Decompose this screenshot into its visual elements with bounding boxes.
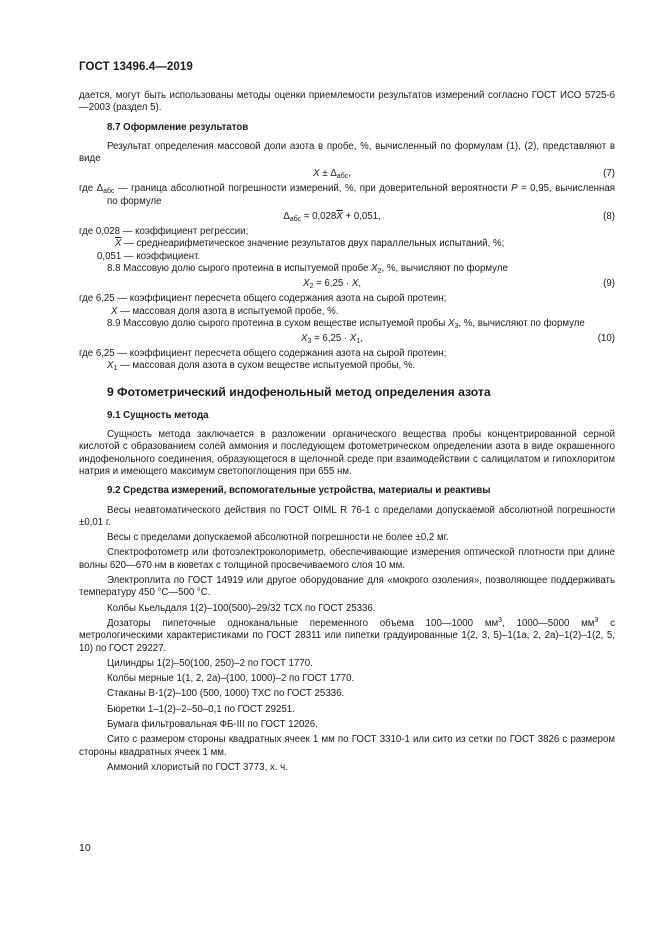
section-8-9-text: 8.9 Массовую долю сырого протеина в сухом веществе испытуемой пробы $X_3$, %, вычисляют по формуле: [107, 317, 585, 330]
item-scales-2: Весы с пределами допускаемой абсолютной погрешности не более ±0,2 мг.: [107, 532, 449, 544]
formula-7-number: (7): [603, 168, 615, 180]
formula-9: $X_2 = 6,25 \cdot X$, (9): [302, 278, 615, 291]
item-burettes: Бюретки 1–1(2)–2–50–0,1 по ГОСТ 29251.: [107, 703, 295, 715]
where-delta: где $\Delta_{абс}$ — граница абсолютной погрешности измерений, %, при доверительной вероятности P = 0,95, вычисленная по формуле: [79, 183, 615, 207]
where-coefficient: 0,051 — коэффициент.: [97, 250, 201, 262]
item-spectrophotometer: Спектрофотометр или фотоэлектроколориметр, обеспечивающие измерения оптической плотности при длине волны 620—670 нм в кюветах с толщиной просвечиваемого слоя 10 мм.: [79, 547, 615, 571]
section-9-2-title: 9.2 Средства измерений, вспомогательные устройства, материалы и реактивы: [107, 485, 491, 497]
item-kjeldahl-flasks: Колбы Кьельдаля 1(2)–100(500)–29/32 ТСХ по ГОСТ 25336.: [107, 602, 376, 614]
section-9-title: 9 Фотометрический индофенольный метод определения азота: [107, 384, 491, 399]
item-dispensers: Дозаторы пипеточные одноканальные переменного объема 100—1000 $мм^3$, 1000—5000 $мм^3$ с метрологическими характеристиками по ГОСТ 28311 или пипетки градуированные 1(2, 3, 5)–1(1а, 2, 2а)–1(2)–1(2, 5, 10) по ГОСТ 29227.: [79, 616, 615, 654]
item-ammonium-chloride: Аммоний хлористый по ГОСТ 3773, х. ч.: [107, 761, 288, 773]
formula-8: $\Delta_{абс} = 0,028\overline{X} + 0,051$, (8): [283, 211, 615, 224]
section-9-1-text: Сущность метода заключается в разложении органического вещества пробы концентрированной серной кислотой с образованием солей аммония и последующем фотометрическом определении азота в виде окрашенного индофенольного соединения, образующегося в щелочной среде при взаимодействии с салицилатом и гипохлоритом натрия и имеющего максимум светопоглощения при 655 нм.: [79, 429, 615, 477]
item-scales-1: Весы неавтоматического действия по ГОСТ OIML R 76-1 с пределами допускаемой абсолютной погрешности ±0,01 г.: [79, 504, 615, 528]
formula-9-number: (9): [603, 278, 615, 290]
where-6-25-b: где 6,25 — коэффициент пересчета общего содержания азота на сырой протеин;: [79, 348, 447, 360]
formula-10: $X_3 = 6,25 \cdot X_1$, (10): [301, 333, 615, 346]
where-x-a: X — массовая доля азота в испытуемой пробе, %.: [111, 305, 339, 317]
section-8-7-text: Результат определения массовой доли азота в пробе, %, вычисленный по формулам (1), (2), представляют в виде: [79, 140, 615, 165]
where-mean: $\overline{X}$ — среднеарифметическое значение результатов двух параллельных испытаний, %;: [115, 238, 505, 250]
section-9-1-title: 9.1 Сущность метода: [107, 409, 209, 421]
item-beakers: Стаканы В-1(2)–100 (500, 1000) ТХС по ГОСТ 25336.: [107, 688, 345, 700]
where-regression: где 0,028 — коэффициент регрессии;: [79, 226, 249, 238]
item-cylinders: Цилиндры 1(2)–50(100, 250)–2 по ГОСТ 1770.: [107, 657, 313, 669]
formula-10-number: (10): [597, 333, 615, 345]
formula-7: $X \pm \Delta_{абс}$, (7): [313, 168, 615, 181]
section-8-7-title: 8.7 Оформление результатов: [107, 121, 249, 133]
formula-8-number: (8): [603, 211, 615, 223]
page-body: [79, 90, 615, 774]
section-8-8-text: 8.8 Массовую долю сырого протеина в испытуемой пробе $X_2$, %, вычисляют по формуле: [107, 262, 508, 275]
where-x1: $X_1$ — массовая доля азота в сухом веществе испытуемой пробы, %.: [107, 360, 416, 373]
page-number: 10: [79, 842, 91, 854]
item-hotplate: Электроплита по ГОСТ 14919 или другое оборудование для «мокрого озоления», позволяющее поддерживать температуру 450 °С—500 °С.: [79, 575, 615, 599]
where-6-25-a: где 6,25 — коэффициент пересчета общего содержания азота на сырой протеин;: [79, 293, 447, 305]
item-volumetric-flasks: Колбы мерные 1(1, 2, 2а)–(100, 1000)–2 по ГОСТ 1770.: [107, 673, 355, 685]
standard-header: ГОСТ 13496.4—2019: [79, 61, 193, 73]
item-filter-paper: Бумага фильтровальная ФБ-III по ГОСТ 12026.: [107, 718, 318, 730]
intro-continuation: дается, могут быть использованы методы оценки приемлемости результатов измерений согласно ГОСТ ИСО 5725-6—2003 (раздел 5).: [79, 90, 615, 114]
item-sieve: Сито с размером стороны квадратных ячеек 1 мм по ГОСТ 3310-1 или сито из сетки по ГОСТ 3826 с размером стороны квадратных ячеек 1 мм.: [79, 734, 615, 758]
